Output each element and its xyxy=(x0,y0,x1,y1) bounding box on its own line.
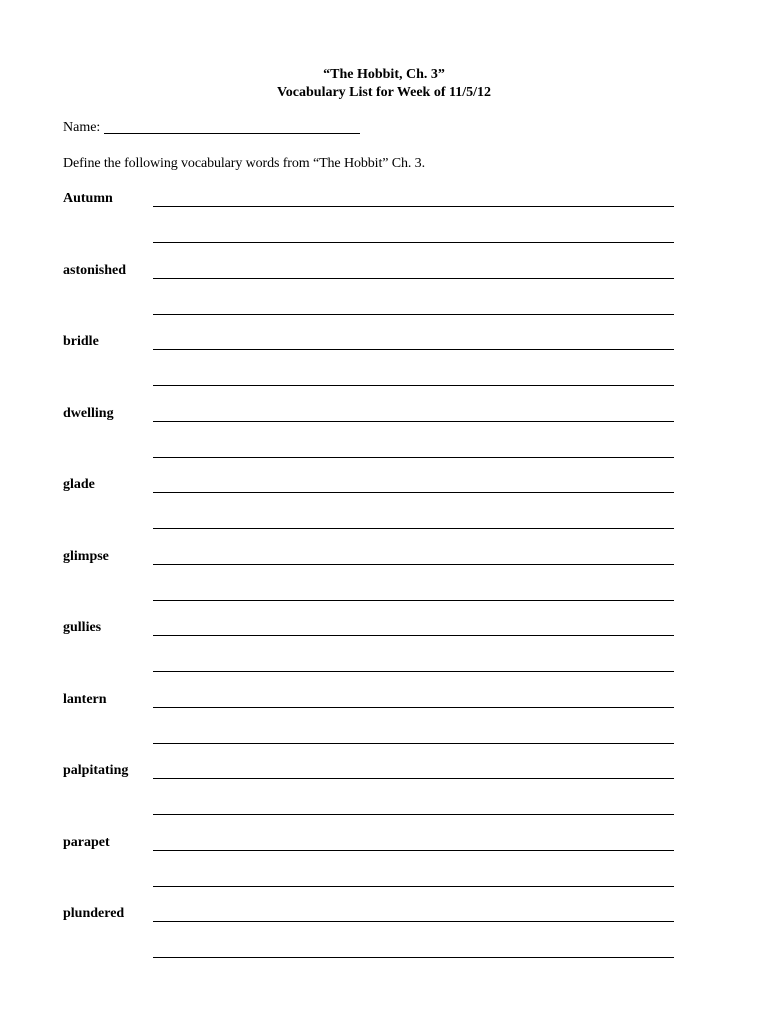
definition-line[interactable] xyxy=(153,278,674,279)
definition-line[interactable] xyxy=(153,707,674,708)
vocab-word: bridle xyxy=(63,334,99,349)
definition-line[interactable] xyxy=(153,886,674,887)
definition-line[interactable] xyxy=(153,564,674,565)
vocab-word: palpitating xyxy=(63,763,129,778)
definition-line[interactable] xyxy=(153,921,674,922)
worksheet-title: “The Hobbit, Ch. 3” xyxy=(323,67,445,82)
definition-line[interactable] xyxy=(153,492,674,493)
definition-line[interactable] xyxy=(153,635,674,636)
vocab-word: astonished xyxy=(63,262,127,278)
vocab-word: lantern xyxy=(63,691,107,707)
definition-line[interactable] xyxy=(153,457,674,458)
instructions-text: Define the following vocabulary words from “The Hobbit” Ch. 3. xyxy=(63,156,425,171)
worksheet-subtitle: Vocabulary List for Week of 11/5/12 xyxy=(276,85,492,100)
definition-line[interactable] xyxy=(153,528,674,529)
definition-line[interactable] xyxy=(153,421,674,422)
vocab-word: glade xyxy=(63,477,95,492)
definition-line[interactable] xyxy=(153,242,674,243)
definition-line[interactable] xyxy=(153,349,674,350)
definition-line[interactable] xyxy=(153,850,674,851)
vocab-word: dwelling xyxy=(63,405,114,421)
definition-line[interactable] xyxy=(153,778,674,779)
vocab-word: plundered xyxy=(63,906,125,921)
definition-line[interactable] xyxy=(153,743,674,744)
definition-line[interactable] xyxy=(153,206,674,207)
definition-line[interactable] xyxy=(153,314,674,315)
name-label: Name: xyxy=(63,120,101,135)
definition-line[interactable] xyxy=(153,600,674,601)
vocab-word: gullies xyxy=(63,620,102,635)
vocab-word: glimpse xyxy=(63,548,109,564)
definition-line[interactable] xyxy=(153,385,674,386)
vocab-word: Autumn xyxy=(63,191,113,206)
vocab-word: parapet xyxy=(63,834,110,850)
definition-line[interactable] xyxy=(153,957,674,958)
definition-line[interactable] xyxy=(153,671,674,672)
definition-line[interactable] xyxy=(153,814,674,815)
